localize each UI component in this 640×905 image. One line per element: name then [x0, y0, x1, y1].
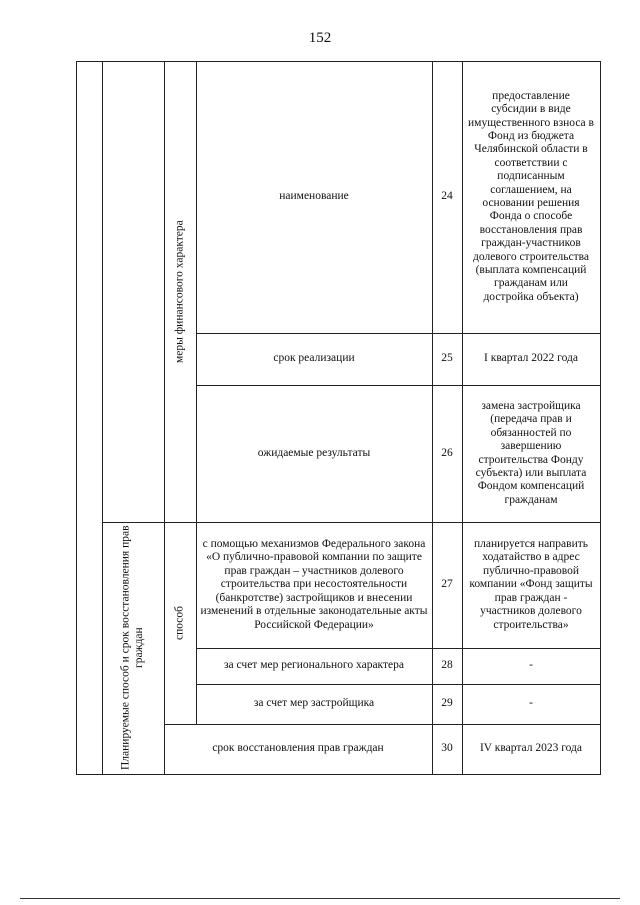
- row-25-number: 25: [441, 352, 453, 365]
- row-28-label: за счет мер регионального характера: [224, 659, 404, 672]
- group-financial-measures: меры финансового характера: [173, 220, 186, 363]
- row-28-value: -: [529, 659, 533, 672]
- page-bottom-rule: [20, 898, 620, 899]
- row-24-label: наименование: [279, 190, 349, 203]
- table-border-left: [76, 61, 77, 774]
- row-30-value: IV квартал 2023 года: [479, 742, 583, 755]
- row-27-label: с помощью механизмов Федерального закона «О публично-правовой компании по защите прав граждан – участников долевого строительства при несостоятельности (банкротстве) застройщиков и внесении изменений в отдельные законодательные акты Российской Федерации»: [200, 538, 428, 631]
- row-26-label: ожидаемые результаты: [257, 446, 371, 459]
- row-24-value: предоставление субсидии в виде имущественного взноса в Фонд из бюджета Челябинской области в соответствии с подписанным соглашением, на основании решения Фонда о способе восстановления прав граждан-участников долевого строительства (выплата компенсаций гражданам или достройка объекта): [468, 89, 594, 303]
- row-25-value: I квартал 2022 года: [484, 352, 578, 365]
- row-29-number: 29: [441, 697, 453, 710]
- table-border-bottom: [76, 774, 601, 775]
- table-border-right: [600, 61, 601, 774]
- row-26-value: замена застройщика (передача прав и обязанностей по завершению строительства Фонду субъекта) или выплата Фондом компенсаций гражданам: [475, 399, 587, 506]
- page-number: 152: [308, 30, 332, 46]
- row-27-number: 27: [441, 578, 453, 591]
- row-25-label: срок реализации: [273, 352, 355, 365]
- row-27-value: планируется направить ходатайство в адрес публично-правовой компании «Фонд защиты прав граждан - участников долевого строительства»: [469, 538, 593, 631]
- row-29-label: за счет мер застройщика: [253, 697, 375, 710]
- row-28-number: 28: [441, 659, 453, 672]
- row-29-value: -: [529, 697, 533, 710]
- subgroup-method: способ: [173, 606, 186, 641]
- row-30-number: 30: [441, 742, 453, 755]
- row-30-label: срок восстановления прав граждан: [212, 742, 384, 755]
- row-24-number: 24: [441, 190, 453, 203]
- group-restoration-method: Планируемые способ и срок восстановления прав граждан: [119, 525, 145, 771]
- row-26-number: 26: [441, 446, 453, 459]
